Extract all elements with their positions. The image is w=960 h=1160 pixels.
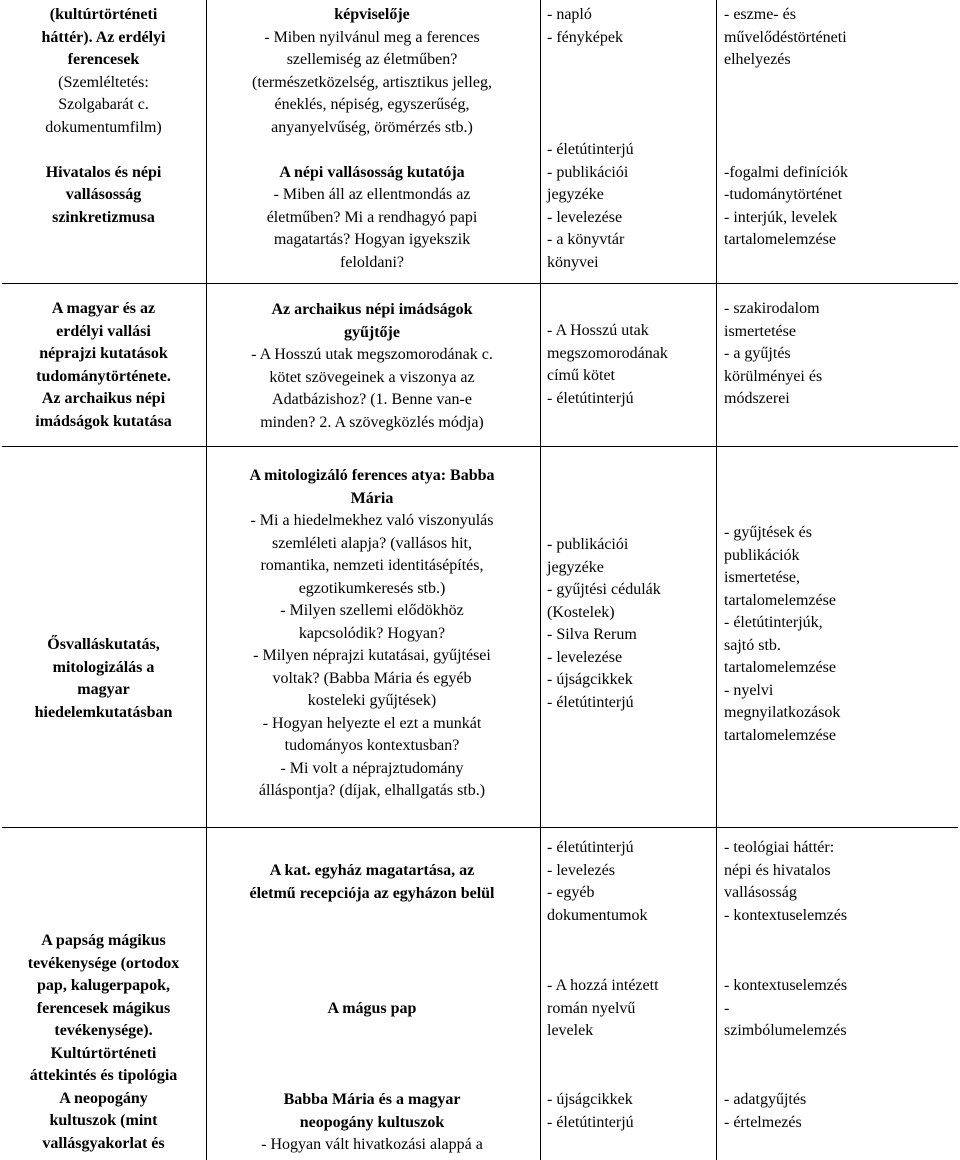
methods-cell [724, 4, 956, 252]
row-divider-2 [2, 446, 958, 447]
sources-cell [547, 975, 712, 1043]
cell-text-line: A papság mágikus [41, 932, 166, 949]
cell-text-line: megnyilatkozások [724, 704, 841, 721]
cell-text-line [547, 94, 712, 117]
cell-text-line: (Kostelek) [547, 603, 615, 621]
row-divider-1 [2, 283, 958, 284]
sources-cell [547, 1089, 712, 1134]
cell-text-line: - újságcikkek [547, 671, 633, 688]
cell-text-line: (természetközelség, artisztikus jelleg, [252, 73, 492, 91]
cell-text-line: Az archaikus népi [41, 390, 166, 407]
cell-text-line: - fényképek [547, 28, 623, 46]
cell-text-line: - életútinterjú [547, 389, 634, 407]
cell-text-line: egzotikumkeresés stb.) [298, 579, 446, 597]
cell-text-line: ismertetése, [724, 569, 800, 586]
cell-text-line: A magyar és az [51, 300, 156, 317]
cell-text-line: (kultúrtörténeti [49, 6, 158, 23]
cell-text-line: - levelezése [547, 648, 623, 666]
cell-text-line: könyvei [547, 253, 599, 271]
cell-text-line [547, 49, 712, 72]
cell-text-line: tartalomelemzése [724, 591, 836, 609]
questions-cell [212, 998, 532, 1021]
cell-text-line: tevékenysége). [54, 1022, 153, 1039]
cell-text-line: szemléleti alapja? (vallásos hit, [272, 534, 472, 552]
cell-text-line: tudományos kontextusban? [284, 737, 460, 754]
cell-text-line: Ősvalláskutatás, [47, 636, 160, 653]
cell-text-line: Mária [350, 489, 394, 507]
cell-text-line: - egyéb [547, 884, 595, 901]
cell-text-line: megszomorodának [547, 344, 668, 362]
cell-text-line: ismertetése [724, 322, 796, 340]
cell-text-line: erdélyi vallási [56, 322, 151, 340]
methods-cell [724, 522, 956, 747]
cell-text-line: levelek [547, 1022, 594, 1039]
cell-text-line: című kötet [547, 367, 615, 384]
cell-text-line: gyűjtője [344, 323, 400, 341]
cell-text-line: publikációk [724, 546, 800, 564]
cell-text-line: Szolgabarát c. [58, 96, 149, 113]
cell-text-line: anyanyelvűség, örömérzés stb.) [271, 118, 473, 136]
cell-text-line: tudománytörténete. [36, 367, 171, 385]
cell-text-line: életműben? Mi a rendhagyó papi [266, 208, 478, 226]
cell-text-line: - a gyűjtés [724, 345, 791, 362]
cell-text-line: áttekintés és tipológia [29, 1067, 178, 1084]
cell-text-line: Az archaikus népi imádságok [271, 301, 473, 318]
cell-text-line [724, 117, 956, 140]
cell-text-line [5, 139, 202, 162]
questions-cell [212, 299, 532, 434]
sources-cell [547, 534, 712, 714]
cell-text-line [724, 94, 956, 117]
cell-text-line: vallásosság [65, 186, 142, 203]
cell-text-line: mitologizálás a [52, 658, 155, 676]
topic-cell [5, 298, 202, 433]
cell-text-line: néprajzi kutatások [39, 345, 168, 362]
questions-cell [212, 1089, 532, 1157]
cell-text-line: - értelmezés [724, 1113, 802, 1131]
cell-text-line: - publikációi [547, 536, 629, 553]
methods-cell [724, 837, 956, 927]
cell-text-line: - Milyen szellemi elődökhöz [280, 602, 464, 619]
cell-text-line: - [724, 999, 730, 1017]
cell-text-line: jegyzéke [547, 558, 604, 576]
cell-text-line [212, 139, 532, 162]
topic-cell [5, 930, 202, 1155]
cell-text-line: ferencesek [67, 51, 140, 68]
cell-text-line: - napló [547, 6, 592, 23]
cell-text-line [724, 139, 956, 162]
cell-text-line: - eszme- és [724, 6, 796, 23]
cell-text-line: neopogány kultuszok [299, 1113, 445, 1131]
cell-text-line: A mitologizáló ferences atya: Babba [249, 467, 495, 484]
cell-text-line: - életútinterjú [547, 839, 634, 856]
methods-cell [724, 1089, 956, 1134]
cell-text-line: vallásosság [724, 884, 797, 901]
cell-text-line: voltak? (Babba Mária és egyéb [272, 669, 472, 687]
column-divider-1 [206, 0, 207, 1160]
cell-text-line: - Silva Rerum [547, 626, 637, 643]
cell-text-line [724, 72, 956, 95]
cell-text-line: - Miben nyilvánul meg a ferences [264, 28, 480, 46]
cell-text-line: - publikációi [547, 163, 629, 181]
questions-cell [212, 465, 532, 803]
cell-text-line: körülményei és [724, 367, 823, 385]
cell-text-line: tartalomelemzése [724, 659, 836, 676]
cell-text-line: hiedelemkutatásban [34, 703, 173, 721]
methods-cell [724, 298, 956, 411]
cell-text-line: képviselője [334, 6, 410, 23]
cell-text-line: éneklés, népiség, egyszerűség, [274, 96, 470, 113]
cell-text-line: kultuszok (mint [49, 1112, 158, 1129]
cell-text-line: -tudománytörténet [724, 186, 843, 203]
row-divider-3 [2, 827, 958, 828]
cell-text-line: Hivatalos és népi [45, 163, 162, 181]
cell-text-line: tevékenysége (ortodox [27, 954, 180, 972]
cell-text-line: - levelezés [547, 861, 615, 879]
cell-text-line: - A Hosszú utak [547, 322, 649, 339]
cell-text-line: - Hogyan helyezte el ezt a munkát [262, 714, 482, 732]
cell-text-line: módszerei [724, 390, 790, 407]
cell-text-line: elhelyezés [724, 51, 791, 68]
cell-text-line: - Hogyan vált hivatkozási alappá a [261, 1136, 483, 1153]
cell-text-line [547, 72, 712, 95]
topic-cell [5, 4, 202, 229]
cell-text-line: dokumentumfilm) [45, 118, 162, 136]
sources-cell [547, 837, 712, 927]
cell-text-line: szinkretizmusa [52, 208, 155, 226]
cell-text-line: sajtó stb. [724, 636, 781, 654]
cell-text-line: Adatbázishoz? (1. Benne van-e [272, 391, 472, 408]
cell-text-line: - A Hosszú utak megszomorodának c. [251, 346, 493, 363]
cell-text-line: Kultúrtörténeti [50, 1044, 157, 1062]
cell-text-line: - Milyen néprajzi kutatásai, gyűjtései [253, 647, 491, 664]
cell-text-line: - a könyvtár [547, 231, 625, 248]
cell-text-line: kötet szövegeinek a viszonya az [269, 368, 475, 386]
cell-text-line: - életútinterjú [547, 141, 634, 158]
cell-text-line: (Szemléltetés: [58, 73, 149, 91]
column-divider-3 [716, 0, 717, 1160]
cell-text-line: tartalomelemzése [724, 231, 836, 248]
cell-text-line: jegyzéke [547, 186, 604, 203]
cell-text-line: háttér). Az erdélyi [41, 28, 166, 46]
sources-cell [547, 320, 712, 410]
cell-text-line: - adatgyűjtés [724, 1091, 807, 1108]
cell-text-line: dokumentumok [547, 906, 648, 924]
cell-text-line: kosteleki gyűjtések) [307, 692, 437, 709]
cell-text-line: - Miben áll az ellentmondás az [273, 186, 471, 203]
topic-cell [5, 634, 202, 724]
cell-text-line: - levelezése [547, 208, 623, 226]
cell-text-line: A neopogány [59, 1089, 148, 1107]
cell-text-line: pap, kalugerpapok, [37, 977, 170, 994]
cell-text-line: szellemiség az életműben? [286, 51, 458, 68]
questions-cell [212, 4, 532, 274]
cell-text-line: életmű recepciója az egyházon belül [249, 884, 495, 902]
cell-text-line: magatartás? Hogyan igyekszik [273, 231, 471, 248]
column-divider-2 [540, 0, 541, 1160]
cell-text-line: - Mi volt a néprajztudomány [280, 759, 464, 777]
questions-cell [212, 860, 532, 905]
cell-text-line: - teológiai háttér: [724, 839, 835, 856]
cell-text-line: - gyűjtések és [724, 524, 812, 541]
cell-text-line: Babba Mária és a magyar [283, 1091, 461, 1108]
cell-text-line: kapcsolódik? Hogyan? [298, 624, 446, 642]
cell-text-line: - nyelvi [724, 681, 774, 699]
cell-text-line: romantika, nemzeti identitásépítés, [260, 557, 484, 574]
methods-cell [724, 975, 956, 1043]
cell-text-line: - életútinterjúk, [724, 614, 823, 631]
cell-text-line: - interjúk, levelek [724, 208, 838, 226]
cell-text-line: imádságok kutatása [35, 412, 172, 430]
cell-text-line: A kat. egyház magatartása, az [269, 862, 475, 879]
cell-text-line: álláspontja? (díjak, elhallgatás stb.) [258, 782, 486, 799]
cell-text-line: - életútinterjú [547, 693, 634, 711]
cell-text-line: feloldani? [340, 253, 404, 271]
cell-text-line: A népi vallásosság kutatója [279, 163, 465, 181]
cell-text-line: - kontextuselemzés [724, 906, 848, 924]
cell-text-line: -fogalmi definíciók [724, 163, 848, 181]
cell-text-line: tartalomelemzése [724, 726, 836, 744]
cell-text-line: - A hozzá intézett [547, 977, 659, 994]
cell-text-line: román nyelvű [547, 999, 636, 1017]
cell-text-line: - kontextuselemzés [724, 977, 848, 994]
cell-text-line: - szakirodalom [724, 300, 820, 317]
cell-text-line: magyar [77, 681, 130, 698]
cell-text-line: - életútinterjú [547, 1113, 634, 1131]
cell-text-line: A mágus pap [327, 1000, 417, 1017]
cell-text-line: vallásgyakorlat és [42, 1134, 165, 1152]
cell-text-line [547, 117, 712, 140]
cell-text-line: minden? 2. A szövegközlés módja) [260, 413, 484, 431]
cell-text-line: ferencesek mágikus [36, 999, 171, 1017]
cell-text-line: művelődéstörténeti [724, 28, 847, 46]
cell-text-line: szimbólumelemzés [724, 1022, 847, 1039]
cell-text-line: népi és hivatalos [724, 861, 831, 879]
cell-text-line: - Mi a hiedelmekhez való viszonyulás [250, 512, 494, 529]
cell-text-line: - újságcikkek [547, 1091, 633, 1108]
cell-text-line: - gyűjtési cédulák [547, 581, 661, 598]
sources-cell [547, 4, 712, 274]
